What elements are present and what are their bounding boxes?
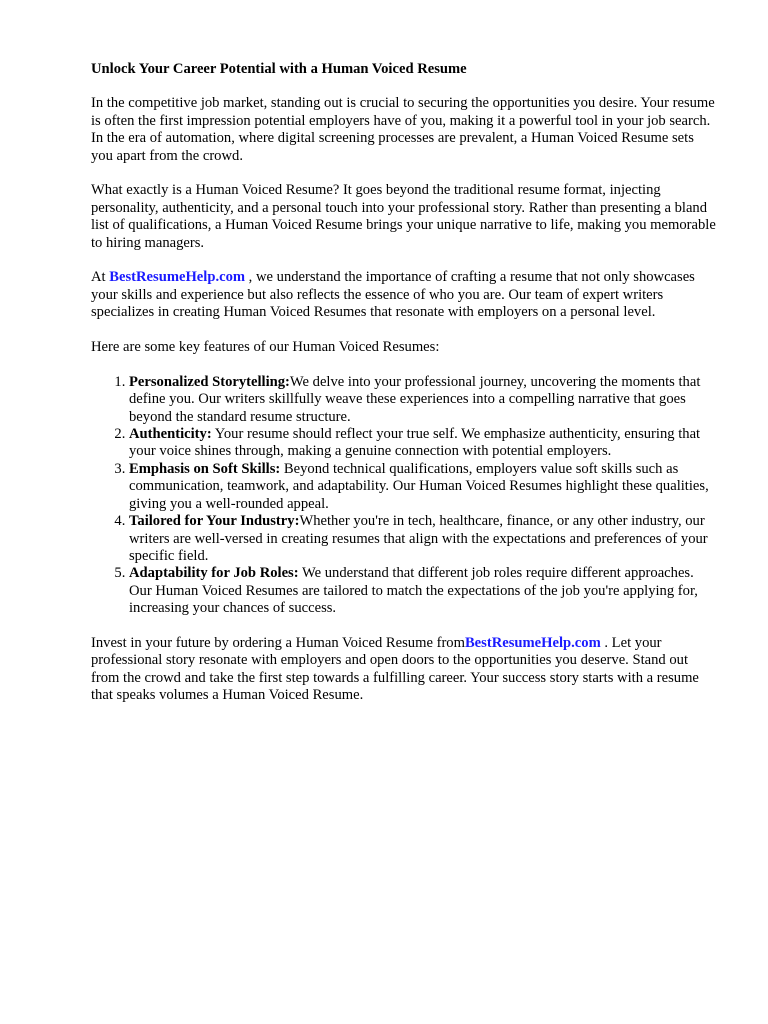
feature-text: Whether you're in tech, healthcare, finance, or any other industry, our writers are well-versed in creating resumes that align with the expectations and preferences of your specific field. xyxy=(129,513,708,564)
feature-term: Personalized Storytelling: xyxy=(129,373,290,390)
bestresumehelp-link[interactable]: BestResumeHelp.com xyxy=(109,269,246,286)
feature-text: We delve into your professional journey, uncovering the moments that define you. Our writers skillfully weave these experiences into a compelling narrative that goes beyond the standard resume structure. xyxy=(129,373,701,425)
feature-term: Authenticity: xyxy=(129,426,212,443)
definition-paragraph: What exactly is a Human Voiced Resume? It goes beyond the traditional resume format, injecting personality, authenticity, and a personal touch into your professional story. Rather than presenting a bland list of qualifications, a Human Voiced Resume brings your unique narrative to life, making you memorable to hiring managers. xyxy=(91,182,716,251)
list-item xyxy=(129,565,718,617)
feature-text: We understand that different job roles require different approaches. Our Human Voiced Resumes are tailored to match the expectations of the job you're applying for, increasing your chances of success. xyxy=(129,565,698,617)
bestresumehelp-link[interactable]: BestResumeHelp.com xyxy=(464,634,601,651)
feature-term: Tailored for Your Industry: xyxy=(129,513,300,530)
features-intro: Here are some key features of our Human Voiced Resumes: xyxy=(91,339,440,356)
feature-text: Beyond technical qualifications, employers value soft skills such as communication, teamwork, and adaptability. Our Human Voiced Resumes highlight these qualities, giving you a well-rounded appeal. xyxy=(129,460,709,512)
list-item xyxy=(129,374,718,426)
feature-text: Your resume should reflect your true self. We emphasize authenticity, ensuring that your voice shines through, making a genuine connection with potential employers. xyxy=(129,426,701,460)
intro-paragraph: In the competitive job market, standing out is crucial to securing the opportunities you desire. Your resume is often the first impression potential employers have of you, making it a powerful tool in your job search. In the era of automation, where digital screening processes are prevalent, a Human Voiced Resume sets you apart from the crowd. xyxy=(91,95,715,164)
features-list xyxy=(91,374,718,618)
feature-term: Adaptability for Job Roles: xyxy=(129,565,299,582)
about-paragraph xyxy=(91,269,718,321)
page-title: Unlock Your Career Potential with a Human Voiced Resume xyxy=(91,61,467,77)
list-item xyxy=(129,513,718,565)
closing-paragraph xyxy=(91,635,718,705)
closing-prefix: Invest in your future by ordering a Human Voiced Resume from xyxy=(91,634,465,651)
about-prefix: At xyxy=(91,269,110,286)
feature-term: Emphasis on Soft Skills: xyxy=(129,460,281,477)
list-item xyxy=(129,426,718,461)
list-item xyxy=(129,461,718,513)
closing-suffix: . Let your professional story resonate with employers and open doors to the opportunities you deserve. Stand out from the crowd and take the first step towards a fulfilling career. Your success story starts with a resume that speaks volumes a Human Voiced Resume. xyxy=(91,634,699,704)
about-suffix: , we understand the importance of crafting a resume that not only showcases your skills and experience but also reflects the essence of who you are. Our team of expert writers specializes in creating Human Voiced Resumes that resonate with employers on a personal level. xyxy=(91,269,695,321)
